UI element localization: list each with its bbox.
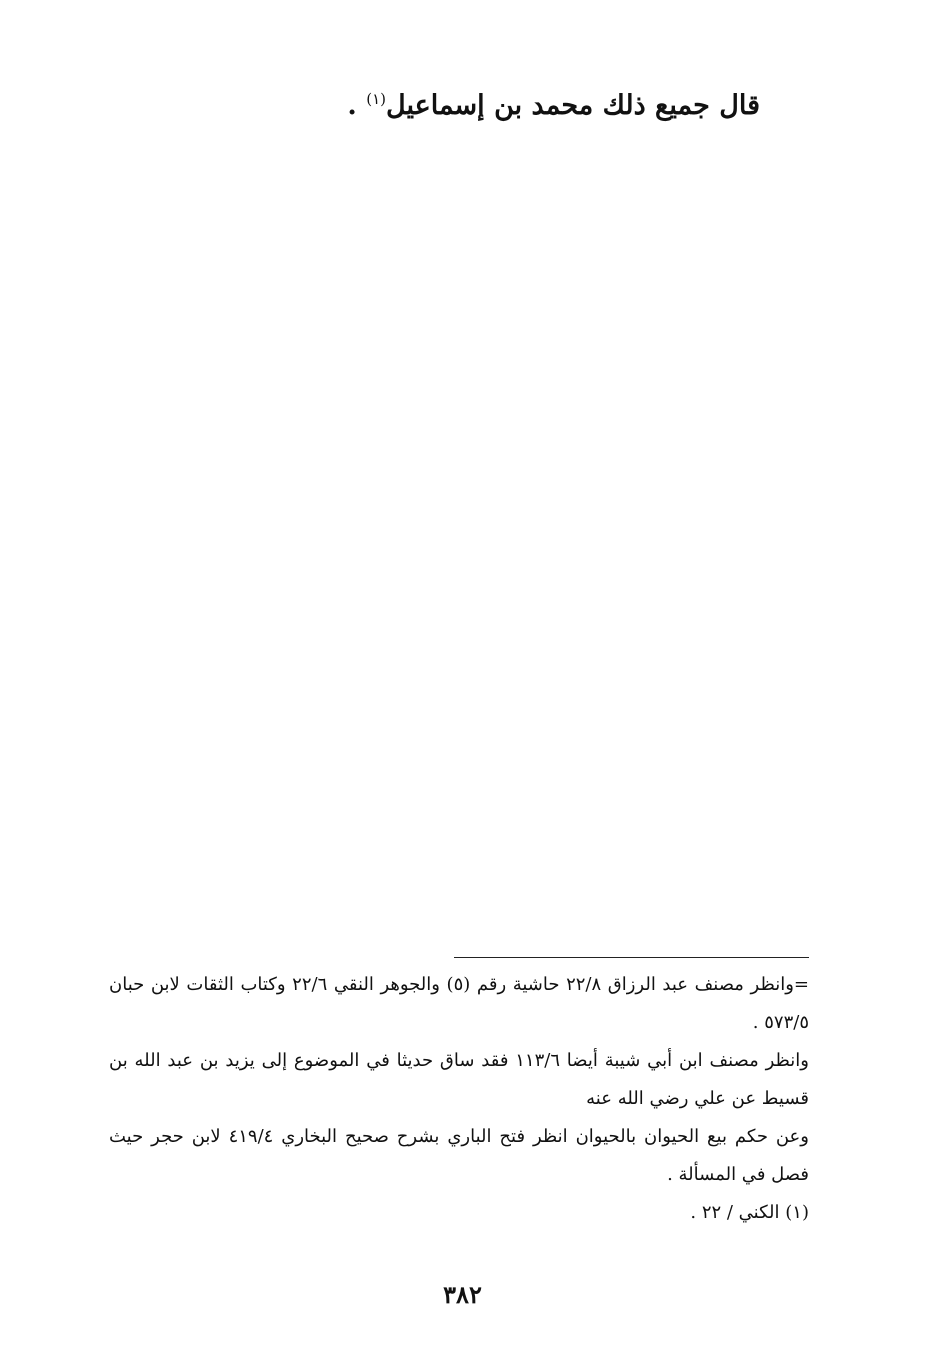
main-text: قال جميع ذلك محمد بن إسماعيل — [386, 90, 760, 121]
footnotes — [109, 966, 809, 1232]
footnote-paragraph: وعن حكم بيع الحيوان بالحيوان انظر فتح الباري بشرح صحيح البخاري ٤١٩/٤ لابن حجر حيث فصل في المسألة . — [109, 1126, 809, 1185]
page-number: ٣٨٢ — [443, 1280, 482, 1309]
main-text-end: . — [347, 90, 367, 121]
footnote-paragraph: وانظر مصنف ابن أبي شيبة أيضا ١١٣/٦ فقد ساق حديثا في الموضوع إلى يزيد بن عبد الله بن قسيط عن علي رضي الله عنه — [109, 1050, 809, 1109]
main-text-line — [160, 82, 760, 130]
footnote-1: (١) الكني / ٢٢ . — [690, 1202, 809, 1223]
footnote-reference: (١) — [366, 90, 387, 108]
footnote-separator — [454, 957, 809, 958]
footnote-paragraph: =وانظر مصنف عبد الرزاق ٢٢/٨ حاشية رقم (٥) والجوهر النقي ٢٢/٦ وكتاب الثقات لابن حبان ٥٧٣/٥ . — [109, 974, 810, 1033]
